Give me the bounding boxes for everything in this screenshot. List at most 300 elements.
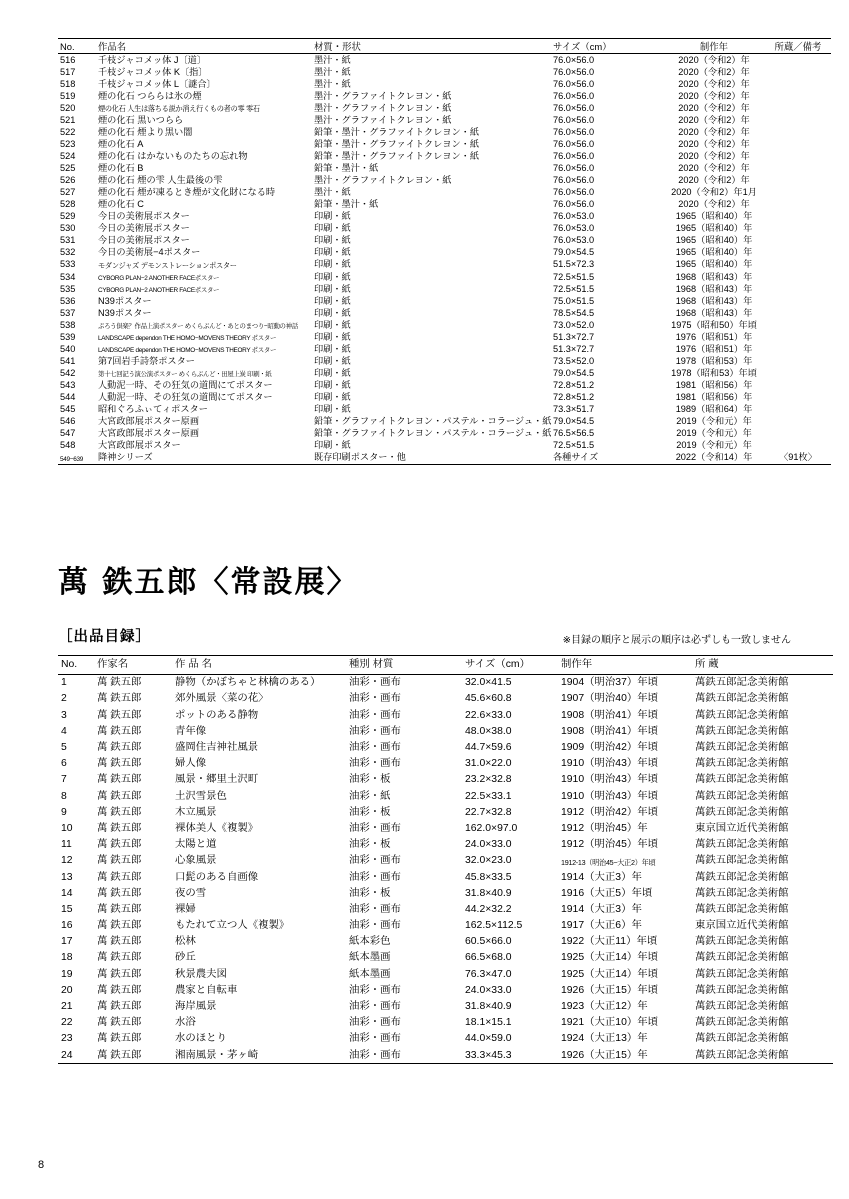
table-cell bbox=[765, 307, 831, 319]
table-cell: 76.0×56.0 bbox=[553, 66, 595, 77]
table-row bbox=[58, 211, 831, 223]
table-cell: 2020（令和2）年 bbox=[678, 54, 750, 65]
table-cell: 1912（明治45）年頃 bbox=[561, 839, 659, 851]
table-cell: 煙の化石 はかないものたちの忘れ物 bbox=[98, 151, 248, 162]
table-cell: 76.0×56.0 bbox=[553, 139, 595, 150]
table-cell: 煙の化石 煙より黒い闇 bbox=[98, 126, 193, 137]
table-cell: 76.0×56.0 bbox=[553, 54, 595, 65]
table-cell: 墨汁・グラファイトクレヨン・紙 bbox=[314, 102, 452, 113]
table-cell: 風景・郷里土沢町 bbox=[175, 774, 259, 786]
table-cell: 油彩・紙 bbox=[349, 790, 391, 802]
table-row bbox=[58, 950, 833, 966]
table-cell: もたれて立つ人《複製》 bbox=[175, 920, 290, 932]
table-cell: 萬鉄五郎記念美術館 bbox=[695, 903, 789, 915]
table-cell: 東京国立近代美術館 bbox=[695, 822, 789, 834]
table-cell: 砂丘 bbox=[175, 952, 196, 964]
table-cell: 72.5×51.5 bbox=[553, 283, 595, 294]
table-header-row bbox=[58, 655, 833, 674]
table-cell: 印刷・紙 bbox=[314, 235, 351, 246]
table-cell: 31.8×40.9 bbox=[465, 887, 512, 899]
table-cell: 2020（令和2）年 bbox=[678, 90, 750, 101]
table-row bbox=[58, 1031, 833, 1047]
table-cell bbox=[765, 391, 831, 403]
order-note: ※目録の順序と展示の順序は必ずしも一致しません bbox=[562, 634, 791, 646]
table-cell: 印刷・紙 bbox=[314, 331, 351, 342]
table-cell: 546 bbox=[60, 416, 76, 427]
table-cell bbox=[765, 163, 831, 175]
table-cell: 1968（昭和43）年 bbox=[675, 295, 753, 306]
table-cell bbox=[765, 379, 831, 391]
artwork-table-lower bbox=[58, 655, 833, 1065]
table-cell bbox=[765, 223, 831, 235]
table-cell: 萬鉄五郎記念美術館 bbox=[695, 839, 789, 851]
column-header-artist: 作家名 bbox=[94, 655, 172, 674]
table-cell: 秋景農夫図 bbox=[175, 968, 227, 980]
table-row bbox=[58, 772, 833, 788]
column-header-title: 作品名 bbox=[96, 39, 312, 54]
table-cell: 14 bbox=[61, 887, 73, 899]
table-row bbox=[58, 1047, 833, 1064]
table-row bbox=[58, 440, 831, 452]
table-cell: 油彩・板 bbox=[349, 887, 391, 899]
table-cell: 萬 鉄五郎 bbox=[97, 742, 142, 754]
table-cell: 萬 鉄五郎 bbox=[97, 984, 142, 996]
table-cell: 2020（令和2）年 bbox=[678, 114, 750, 125]
table-cell: 印刷・紙 bbox=[314, 271, 351, 282]
table-cell: 鉛筆・墨汁・グラファイトクレヨン・紙 bbox=[314, 126, 480, 137]
table-row bbox=[58, 707, 833, 723]
table-row bbox=[58, 428, 831, 440]
table-cell: N39ポスター bbox=[98, 307, 152, 318]
table-cell: 60.5×66.0 bbox=[465, 936, 512, 948]
table-cell bbox=[765, 416, 831, 428]
table-cell: 煙の化石 A bbox=[98, 139, 144, 150]
table-cell: 79.0×54.5 bbox=[553, 367, 595, 378]
column-header-material: 材質・形状 bbox=[312, 39, 551, 54]
table-cell: 油彩・画布 bbox=[349, 855, 401, 867]
table-cell: 22.5×33.1 bbox=[465, 790, 512, 802]
table-row bbox=[58, 199, 831, 211]
table-cell: 51.3×72.7 bbox=[553, 331, 595, 342]
table-cell: 75.0×51.5 bbox=[553, 295, 595, 306]
table-cell: 1923（大正12）年 bbox=[561, 1001, 648, 1013]
table-cell: 印刷・紙 bbox=[314, 307, 351, 318]
table-cell: 萬 鉄五郎 bbox=[97, 1017, 142, 1029]
table-cell: 22 bbox=[61, 1017, 73, 1029]
table-cell: 1910（明治43）年頃 bbox=[561, 774, 659, 786]
table-cell bbox=[765, 343, 831, 355]
table-cell: 裸婦 bbox=[175, 903, 196, 915]
table-cell: 516 bbox=[60, 54, 76, 65]
table-cell: 油彩・画布 bbox=[349, 677, 401, 689]
table-cell: 16 bbox=[61, 920, 73, 932]
table-cell: 1910（明治43）年頃 bbox=[561, 758, 659, 770]
table-cell: 萬 鉄五郎 bbox=[97, 1033, 142, 1045]
table-cell: 1925（大正14）年頃 bbox=[561, 968, 659, 980]
table-cell: 2 bbox=[61, 693, 67, 705]
table-cell: 1 bbox=[61, 677, 67, 689]
table-cell: 1914（大正3）年 bbox=[561, 903, 642, 915]
table-cell: 萬鉄五郎記念美術館 bbox=[692, 1047, 833, 1064]
table-row bbox=[58, 126, 831, 138]
table-cell: 76.0×53.0 bbox=[553, 211, 595, 222]
table-cell bbox=[765, 271, 831, 283]
table-cell: 萬 鉄五郎 bbox=[97, 790, 142, 802]
table-cell: 72.8×51.2 bbox=[553, 379, 595, 390]
table-cell bbox=[765, 295, 831, 307]
table-cell: 農家と自転車 bbox=[175, 984, 238, 996]
table-cell bbox=[765, 102, 831, 114]
table-row bbox=[58, 187, 831, 199]
table-cell: 48.0×38.0 bbox=[465, 725, 512, 737]
table-cell bbox=[765, 367, 831, 379]
table-cell: 1965（昭和40）年 bbox=[675, 259, 753, 270]
table-cell bbox=[765, 235, 831, 247]
table-cell: 油彩・画布 bbox=[349, 1001, 401, 1013]
column-header-owner: 所蔵／備考 bbox=[765, 39, 831, 54]
table-cell: 76.0×56.0 bbox=[553, 114, 595, 125]
table-cell: 1921（大正10）年頃 bbox=[561, 1017, 659, 1029]
table-cell: 萬 鉄五郎 bbox=[97, 1001, 142, 1013]
table-cell: 532 bbox=[60, 247, 76, 258]
column-header-size: サイズ（cm） bbox=[462, 655, 558, 674]
table-cell: 萬 鉄五郎 bbox=[97, 806, 142, 818]
table-cell: 鉛筆・グラファイトクレヨン・パステル・コラージュ・紙 bbox=[314, 428, 551, 439]
table-cell: 5 bbox=[61, 742, 67, 754]
table-header-upper bbox=[58, 39, 831, 54]
table-cell: 印刷・紙 bbox=[314, 223, 351, 234]
table-cell: 鉛筆・墨汁・紙 bbox=[314, 163, 379, 174]
table-cell: 526 bbox=[60, 175, 76, 186]
table-cell: 31.0×22.0 bbox=[465, 758, 512, 770]
table-row bbox=[58, 982, 833, 998]
table-cell: 煙の化石 煙が凍るとき煙が文化財になる時 bbox=[98, 187, 276, 198]
table-row bbox=[58, 78, 831, 90]
table-cell: 鉛筆・グラファイトクレヨン・パステル・コラージュ・紙 bbox=[314, 416, 551, 427]
table-cell: 萬鉄五郎記念美術館 bbox=[695, 1017, 789, 1029]
table-cell: 油彩・画布 bbox=[346, 1047, 462, 1064]
table-cell: 72.5×51.5 bbox=[553, 271, 595, 282]
table-cell: 2020（令和2）年 bbox=[678, 199, 750, 210]
table-cell bbox=[765, 90, 831, 102]
table-cell: N39ポスター bbox=[98, 295, 152, 306]
table-cell: 2020（令和2）年 bbox=[678, 139, 750, 150]
table-row bbox=[58, 756, 833, 772]
table-cell: 547 bbox=[60, 428, 76, 439]
table-cell: 千枝ジャコメッ体 K〔指〕 bbox=[98, 66, 208, 77]
table-cell: 76.0×56.0 bbox=[553, 78, 595, 89]
table-cell: 油彩・板 bbox=[349, 774, 391, 786]
table-cell: 大宮政郎展ポスター原画 bbox=[98, 428, 200, 439]
table-cell: 萬鉄五郎記念美術館 bbox=[695, 855, 789, 867]
table-cell: 520 bbox=[60, 102, 76, 113]
column-header-no: No. bbox=[58, 655, 94, 674]
table-cell: 萬鉄五郎記念美術館 bbox=[695, 693, 789, 705]
table-cell: 12 bbox=[61, 855, 73, 867]
table-cell: 煙の化石 B bbox=[98, 163, 144, 174]
table-cell: 2022（令和14）年 bbox=[663, 452, 765, 465]
table-row bbox=[58, 403, 831, 415]
table-cell: 東京国立近代美術館 bbox=[695, 920, 789, 932]
table-cell: 542 bbox=[60, 367, 76, 378]
table-cell: 萬鉄五郎記念美術館 bbox=[695, 806, 789, 818]
table-cell: 1926（大正15）年 bbox=[558, 1047, 692, 1064]
table-cell: 印刷・紙 bbox=[314, 295, 351, 306]
table-cell: 20 bbox=[61, 984, 73, 996]
table-cell: 548 bbox=[60, 440, 76, 451]
table-cell: 1925（大正14）年頃 bbox=[561, 952, 659, 964]
table-cell: 76.5×56.5 bbox=[553, 428, 595, 439]
table-cell: 549−639 bbox=[58, 452, 96, 465]
column-header-owner: 所 蔵 bbox=[692, 655, 833, 674]
table-cell: 1981（昭和56）年 bbox=[675, 392, 753, 402]
table-cell: 45.6×60.8 bbox=[465, 693, 512, 705]
table-cell: 口髭のある自画像 bbox=[175, 871, 259, 883]
table-row bbox=[58, 259, 831, 271]
table-cell: 21 bbox=[61, 1001, 73, 1013]
table-cell: 煙の化石 つららは氷の煙 bbox=[98, 90, 202, 101]
table-cell: 544 bbox=[60, 392, 76, 402]
table-row bbox=[58, 102, 831, 114]
table-cell: 印刷・紙 bbox=[314, 355, 351, 366]
table-cell bbox=[765, 54, 831, 67]
table-cell: 524 bbox=[60, 151, 76, 162]
table-cell: 51.5×72.3 bbox=[553, 259, 595, 270]
table-cell: 萬 鉄五郎 bbox=[97, 693, 142, 705]
table-cell: 油彩・画布 bbox=[349, 742, 401, 754]
table-cell: 543 bbox=[60, 379, 76, 390]
table-cell: 油彩・画布 bbox=[349, 725, 401, 737]
table-row bbox=[58, 391, 831, 403]
table-cell: 萬 鉄五郎 bbox=[97, 952, 142, 964]
table-cell: 19 bbox=[61, 968, 73, 980]
table-cell: 墨汁・グラファイトクレヨン・紙 bbox=[314, 90, 452, 101]
table-cell: 煙の化石 人生は落ちる説か消え行くもの者の零 零石 bbox=[98, 104, 260, 114]
table-row bbox=[58, 379, 831, 391]
table-cell: 萬鉄五郎記念美術館 bbox=[695, 871, 789, 883]
table-cell: 2020（令和2）年 bbox=[678, 66, 750, 77]
table-row bbox=[58, 283, 831, 295]
table-cell: 印刷・紙 bbox=[314, 404, 351, 415]
table-cell: 油彩・画布 bbox=[349, 709, 401, 721]
table-cell: 煙の化石 黒いつらら bbox=[98, 114, 184, 125]
table-cell: 人動泥一時、その狂気の道間にてポスター bbox=[98, 379, 273, 390]
table-cell: 15 bbox=[61, 903, 73, 915]
table-cell: 萬鉄五郎記念美術館 bbox=[695, 952, 789, 964]
table-cell: 心象風景 bbox=[175, 855, 217, 867]
table-cell: 72.8×51.2 bbox=[553, 392, 595, 402]
table-cell: 4 bbox=[61, 725, 67, 737]
table-cell: 1908（明治41）年頃 bbox=[561, 709, 659, 721]
table-cell: 1978（昭和53）年頃 bbox=[671, 367, 757, 378]
section-title: 萬 鉄五郎〈常設展〉 bbox=[58, 564, 359, 600]
table-cell: 千枝ジャコメッ体 L〔謎合〕 bbox=[98, 78, 216, 89]
table-cell: 1989（昭和64）年 bbox=[675, 404, 753, 415]
table-cell: 土沢雪景色 bbox=[175, 790, 227, 802]
table-cell: 24.0×33.0 bbox=[465, 839, 512, 851]
table-cell bbox=[765, 428, 831, 440]
table-cell: 降神シリーズ bbox=[96, 452, 312, 465]
table-cell: 湘南風景・茅ヶ崎 bbox=[172, 1047, 346, 1064]
table-cell: 油彩・画布 bbox=[349, 822, 401, 834]
table-cell: 〈91枚〉 bbox=[765, 452, 831, 465]
table-row bbox=[58, 295, 831, 307]
table-cell: 萬鉄五郎記念美術館 bbox=[695, 1001, 789, 1013]
table-cell: 萬 鉄五郎 bbox=[97, 903, 142, 915]
table-cell: 76.0×56.0 bbox=[553, 187, 595, 198]
table-cell: 2020（令和2）年 bbox=[678, 151, 750, 162]
table-cell bbox=[765, 114, 831, 126]
table-cell: 2020（令和2）年 bbox=[678, 163, 750, 174]
column-header-material: 種別 材質 bbox=[346, 655, 462, 674]
table-row bbox=[58, 837, 833, 853]
table-cell bbox=[765, 403, 831, 415]
table-cell: 8 bbox=[61, 790, 67, 802]
table-cell: 油彩・画布 bbox=[349, 1033, 401, 1045]
table-cell: CYBORG PLAN−2 ANOTHER FACEポスター bbox=[98, 286, 220, 294]
table-cell: 2019（令和元）年 bbox=[676, 440, 752, 451]
table-header-lower bbox=[58, 655, 833, 674]
table-cell: 44.2×32.2 bbox=[465, 903, 512, 915]
table-cell: 79.0×54.5 bbox=[553, 416, 595, 427]
table-cell: 青年像 bbox=[175, 725, 207, 737]
table-cell bbox=[765, 331, 831, 343]
table-cell: 萬鉄五郎記念美術館 bbox=[695, 774, 789, 786]
table-cell: 76.0×56.0 bbox=[553, 199, 595, 210]
table-cell: 千枝ジャコメッ体 J〔道〕 bbox=[98, 54, 207, 65]
table-cell: 545 bbox=[60, 404, 76, 415]
table-cell: 印刷・紙 bbox=[314, 379, 351, 390]
table-cell: 夜の雪 bbox=[175, 887, 207, 899]
table-cell: 大宮政郎展ポスター原画 bbox=[98, 416, 200, 427]
table-cell: 162.5×112.5 bbox=[465, 920, 523, 932]
table-row bbox=[58, 452, 831, 465]
table-cell: 1975（昭和50）年頃 bbox=[671, 319, 757, 330]
table-cell: 墨汁・グラファイトクレヨン・紙 bbox=[314, 114, 452, 125]
table-cell: 76.0×56.0 bbox=[553, 175, 595, 186]
column-header-no: No. bbox=[58, 39, 96, 54]
table-cell: 76.0×56.0 bbox=[553, 126, 595, 137]
table-cell: 油彩・画布 bbox=[349, 984, 401, 996]
table-cell: 1976（昭和51）年 bbox=[675, 343, 753, 354]
table-cell: 墨汁・紙 bbox=[314, 187, 351, 198]
table-row bbox=[58, 138, 831, 150]
table-cell: 既存印刷ポスター・他 bbox=[312, 452, 551, 465]
table-cell: 10 bbox=[61, 822, 73, 834]
table-cell: 51.3×72.7 bbox=[553, 343, 595, 354]
table-cell: 萬鉄五郎記念美術館 bbox=[695, 758, 789, 770]
table-cell bbox=[765, 199, 831, 211]
table-cell: 萬鉄五郎記念美術館 bbox=[695, 968, 789, 980]
table-cell: 2020（令和2）年 bbox=[678, 175, 750, 186]
table-cell: 墨汁・紙 bbox=[314, 54, 351, 65]
table-row bbox=[58, 271, 831, 283]
table-cell: 鉛筆・墨汁・紙 bbox=[314, 199, 379, 210]
table-cell: 印刷・紙 bbox=[314, 440, 351, 451]
table-cell: 73.0×52.0 bbox=[553, 319, 595, 330]
table-row bbox=[58, 163, 831, 175]
table-cell bbox=[765, 211, 831, 223]
column-header-year: 制作年 bbox=[558, 655, 692, 674]
table-cell: 536 bbox=[60, 295, 76, 306]
table-cell: 1922（大正11）年頃 bbox=[561, 936, 658, 948]
table-row bbox=[58, 966, 833, 982]
column-header-year: 制作年 bbox=[663, 39, 765, 54]
table-cell: 松林 bbox=[175, 936, 196, 948]
table-cell: 1968（昭和43）年 bbox=[675, 307, 753, 318]
table-cell: 萬 鉄五郎 bbox=[97, 968, 142, 980]
table-cell: 72.5×51.5 bbox=[553, 440, 595, 451]
table-cell: 32.0×41.5 bbox=[465, 677, 512, 689]
table-cell: 油彩・画布 bbox=[349, 693, 401, 705]
table-cell: 太陽と道 bbox=[175, 839, 217, 851]
table-cell bbox=[765, 319, 831, 331]
table-cell: 萬 鉄五郎 bbox=[97, 855, 142, 867]
exhibition-list-label: ［出品目録］ bbox=[58, 627, 151, 645]
table-cell: 印刷・紙 bbox=[314, 211, 351, 222]
table-cell: 今日の美術展−4ポスター bbox=[98, 247, 201, 258]
table-row bbox=[58, 691, 833, 707]
table-cell: 13 bbox=[61, 871, 73, 883]
table-row bbox=[58, 416, 831, 428]
table-cell: 静物（かぼちゃと林檎のある） bbox=[175, 677, 321, 689]
table-cell: 萬 鉄五郎 bbox=[94, 1047, 172, 1064]
table-cell: 大宮政郎展ポスター bbox=[98, 440, 181, 451]
table-cell: 162.0×97.0 bbox=[465, 822, 518, 834]
table-cell: 墨汁・グラファイトクレヨン・紙 bbox=[314, 175, 452, 186]
table-cell: 23.2×32.8 bbox=[465, 774, 512, 786]
table-row bbox=[58, 804, 833, 820]
table-row bbox=[58, 307, 831, 319]
table-cell: 萬鉄五郎記念美術館 bbox=[695, 936, 789, 948]
table-cell: 紙本墨画 bbox=[349, 952, 391, 964]
table-cell: 1926（大正15）年頃 bbox=[561, 984, 659, 996]
table-cell: 517 bbox=[60, 66, 76, 77]
table-cell: 73.3×51.7 bbox=[553, 404, 595, 415]
table-row bbox=[58, 739, 833, 755]
table-cell: 印刷・紙 bbox=[314, 343, 351, 354]
table-cell: 1965（昭和40）年 bbox=[675, 235, 753, 246]
table-cell: 萬 鉄五郎 bbox=[97, 920, 142, 932]
table-cell: 6 bbox=[61, 758, 67, 770]
table-cell: 73.5×52.0 bbox=[553, 355, 595, 366]
table-cell: 1968（昭和43）年 bbox=[675, 271, 753, 282]
table-cell: 1904（明治37）年頃 bbox=[561, 677, 659, 689]
table-cell: 印刷・紙 bbox=[314, 283, 351, 294]
table-cell: 萬 鉄五郎 bbox=[97, 936, 142, 948]
table-cell: 31.8×40.9 bbox=[465, 1001, 512, 1013]
table-cell: 油彩・板 bbox=[349, 806, 391, 818]
table-cell: 535 bbox=[60, 283, 76, 294]
subheading-row bbox=[58, 625, 791, 646]
table-row bbox=[58, 998, 833, 1014]
table-cell: 523 bbox=[60, 139, 76, 150]
table-cell: LANDSCAPE dependon THE HOMO−MOVENS THEORY ポスター bbox=[98, 347, 277, 355]
table-row bbox=[58, 723, 833, 739]
table-row bbox=[58, 175, 831, 187]
table-cell: 萬 鉄五郎 bbox=[97, 677, 142, 689]
table-cell: 11 bbox=[61, 839, 72, 851]
table-cell: 541 bbox=[60, 355, 76, 366]
table-row bbox=[58, 90, 831, 102]
table-cell: 萬 鉄五郎 bbox=[97, 887, 142, 899]
table-cell: 印刷・紙 bbox=[314, 319, 351, 330]
table-row bbox=[58, 355, 831, 367]
table-cell: 537 bbox=[60, 307, 76, 318]
table-cell: 萬 鉄五郎 bbox=[97, 758, 142, 770]
table-cell: 水のほとり bbox=[175, 1033, 227, 1045]
table-cell: 墨汁・紙 bbox=[314, 78, 351, 89]
